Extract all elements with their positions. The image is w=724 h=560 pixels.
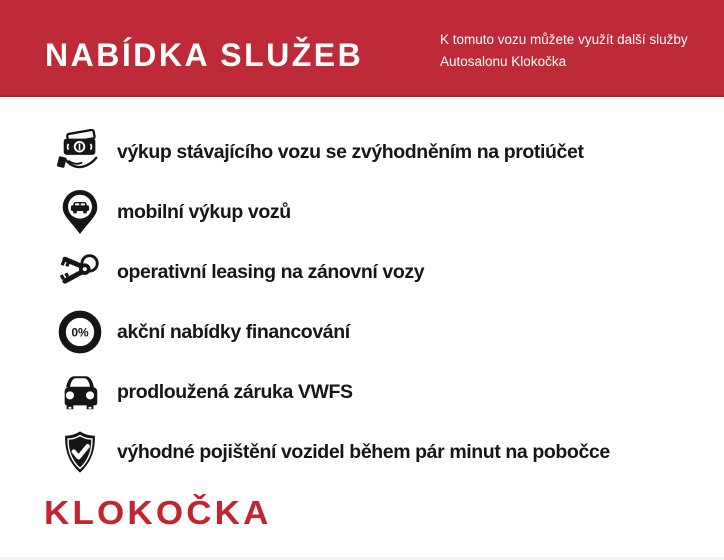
service-item-mobile-buyout [56,182,696,242]
klokocka-logo: KLOKOČKA [44,494,272,531]
car-location-pin-icon [56,188,104,236]
service-label: operativní leasing na zánovní vozy [117,260,425,283]
service-label: prodloužená záruka VWFS [117,380,353,403]
service-item-warranty [56,362,696,422]
service-label: akční nabídky financování [117,320,350,343]
service-label: mobilní výkup vozů [117,200,291,223]
header-note-line2: Autosalonu Klokočka [440,54,567,69]
zero-percent-badge: 0% [71,325,89,340]
header-note [440,29,718,73]
service-item-leasing [56,242,696,302]
shield-check-icon [56,428,104,476]
money-in-hand-icon [56,128,104,176]
zero-percent-icon [56,308,104,356]
header-note-line1: K tomuto vozu můžete využít další služby [440,32,688,47]
services-list [56,122,696,482]
service-item-financing [56,302,696,362]
car-icon [56,368,104,416]
page-title: NABÍDKA SLUŽEB [45,37,364,73]
car-keys-icon [56,248,104,296]
service-item-trade-in [56,122,696,182]
service-item-insurance [56,422,696,482]
service-label: výhodné pojištění vozidel během pár minut na pobočce [117,440,610,463]
header-banner [0,0,724,97]
service-label: výkup stávajícího vozu se zvýhodněním na protiúčet [117,140,584,163]
